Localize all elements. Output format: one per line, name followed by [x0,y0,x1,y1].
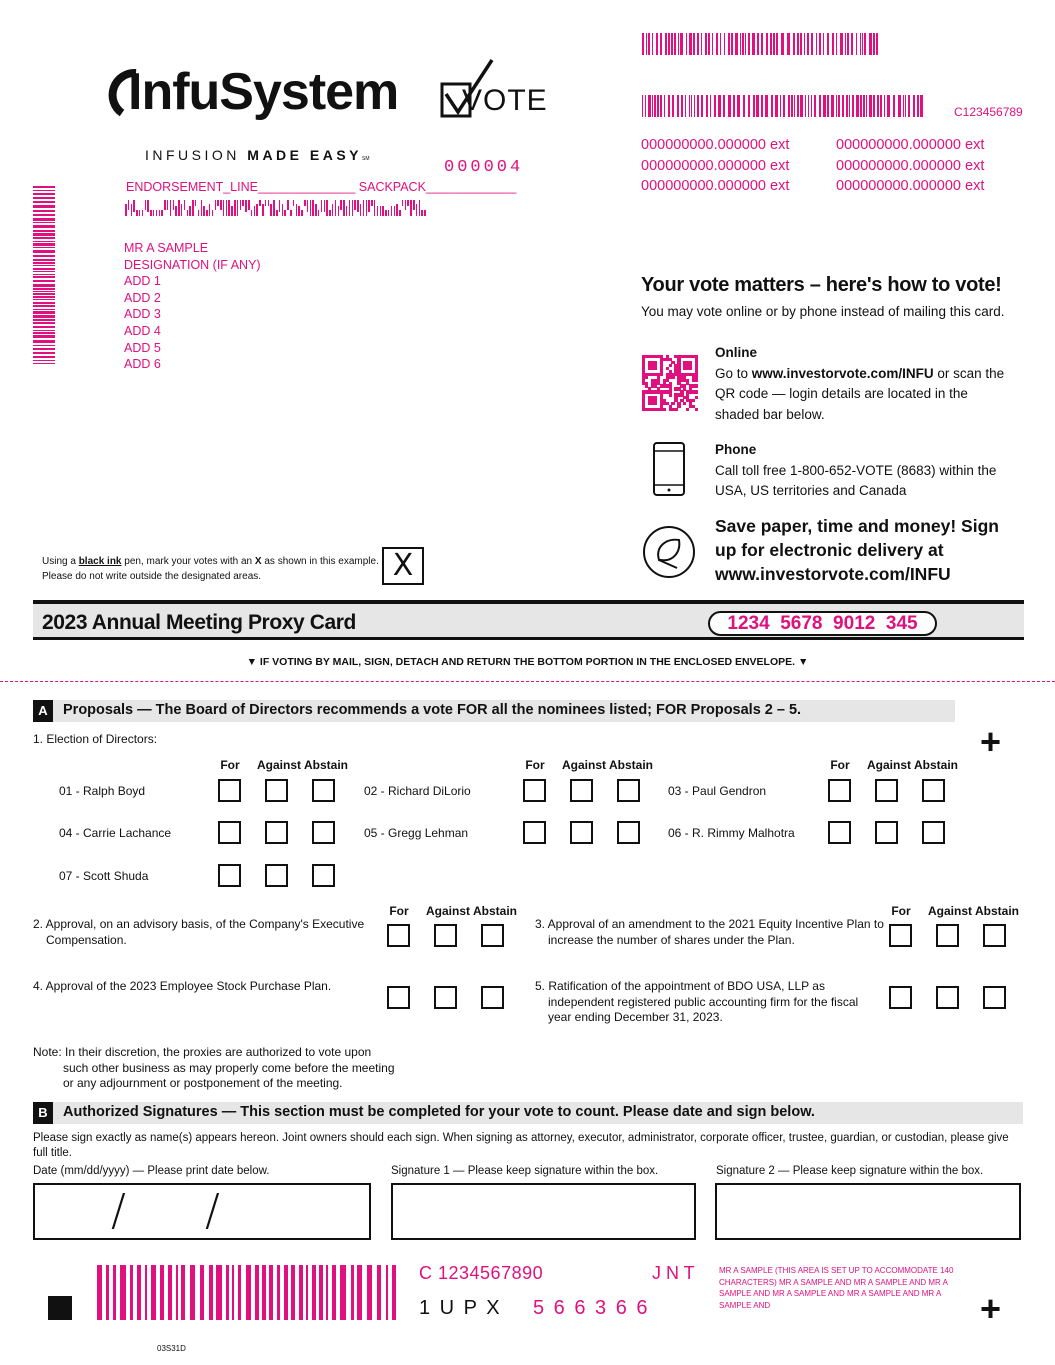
nominee-2-against-checkbox[interactable] [570,779,593,802]
election-label: 1. Election of Directors: [33,732,158,746]
column-header-abstain: Abstain [914,758,959,772]
date-label: Date (mm/dd/yyyy) — Please print date below. [33,1165,270,1177]
footer-sample-text: MR A SAMPLE (THIS AREA IS SET UP TO ACCOMMODATE 140 CHARACTERS) MR A SAMPLE AND MR A SAMPLE AND MR A SAMPLE AND MR A SAMPLE AND MR A SAMPLE AND MR A SAMPLE AND [719,1266,954,1310]
column-header-abstain: Abstain [975,904,1020,918]
nominee-7-for-checkbox[interactable] [218,864,241,887]
ext-lines-left: 000000000.000000 ext 000000000.000000 ext 000000000.000000 ext [641,137,790,194]
nominee-label: 04 - Carrie Lachance [59,826,172,840]
nominee-7-against-checkbox[interactable] [265,864,288,887]
nominee-5-abstain-checkbox[interactable] [617,821,640,844]
nominee-5-against-checkbox[interactable] [570,821,593,844]
vote-matters-subtitle: You may vote online or by phone instead of mailing this card. [641,304,1005,319]
plus-mark-bottom: + [980,1288,1002,1329]
sequence-number: 000004 [444,158,524,177]
proposal-5: 5. Ratification of the appointment of BDO USA, LLP as independent registered public accounting firm for the fiscal year ending December 31, 2023. [535,979,859,1024]
footer-number: 5 6 6 3 6 6 [533,1297,650,1319]
card-title: 2023 Annual Meeting Proxy Card [42,611,356,634]
leaf-icon [641,524,697,580]
column-header-for: For [525,758,545,772]
ink-instructions: Using a black ink pen, mark your votes with an X as shown in this example. Please do not write outside the designated areas. [42,556,379,582]
postal-barcode [125,200,427,216]
vote-logo: VOTE [440,58,540,120]
footer-control-code: C 1234567890 [419,1263,544,1283]
proposal-2-against-checkbox[interactable] [434,924,457,947]
proposal-5-abstain-checkbox[interactable] [983,986,1006,1009]
nominee-4-against-checkbox[interactable] [265,821,288,844]
proposal-3-abstain-checkbox[interactable] [983,924,1006,947]
proposal-4-against-checkbox[interactable] [434,986,457,1009]
footer-barcode [97,1265,399,1320]
nominee-6-abstain-checkbox[interactable] [922,821,945,844]
barcode-top [642,33,880,55]
column-header-against: Against [867,758,912,772]
detach-note: ▼ IF VOTING BY MAIL, SIGN, DETACH AND RETURN THE BOTTOM PORTION IN THE ENCLOSED ENVELOPE. ▼ [246,656,809,668]
online-section: Online Go to www.investorvote.com/INFU or scan the QR code — login details are located in the shaded bar below. [715,345,1005,422]
nominee-4-abstain-checkbox[interactable] [312,821,335,844]
plus-mark-top: + [980,721,1002,762]
footer-jnt: J N T [652,1263,695,1283]
footer-upx: 1 U P X [419,1297,502,1319]
save-paper-text: Save paper, time and money! Sign up for electronic delivery at www.investorvote.com/INFU [715,516,999,584]
proposal-4-abstain-checkbox[interactable] [481,986,504,1009]
online-vote-link[interactable]: www.investorvote.com/INFU [751,365,934,381]
ext-lines-right: 000000000.000000 ext 000000000.000000 ext 000000000.000000 ext [836,137,985,194]
nominee-1-abstain-checkbox[interactable] [312,779,335,802]
nominee-label: 05 - Gregg Lehman [364,826,469,840]
logo-text: InfuSystem [128,63,399,121]
column-header-for: For [389,904,409,918]
nominee-label: 01 - Ralph Boyd [59,784,146,798]
signature-2-box[interactable] [715,1183,1021,1240]
proposal-2: 2. Approval, on an advisory basis, of the Company's Executive Compensation. [33,917,365,947]
form-code: 03S31D [157,1344,186,1353]
nominee-6-against-checkbox[interactable] [875,821,898,844]
discretion-note: Note: In their discretion, the proxies are authorized to vote upon such other business as may properly come before the meeting or any adjournment or postponement of the meeting. [33,1045,395,1090]
proposal-2-abstain-checkbox[interactable] [481,924,504,947]
nominee-3-for-checkbox[interactable] [828,779,851,802]
proposal-3-for-checkbox[interactable] [889,924,912,947]
nominee-6-for-checkbox[interactable] [828,821,851,844]
proposal-5-for-checkbox[interactable] [889,986,912,1009]
signature-1-box[interactable] [391,1183,696,1240]
endorsement-line: ENDORSEMENT_LINE______________ SACKPACK_____________ [126,180,517,194]
alignment-square [48,1296,72,1320]
column-header-abstain: Abstain [304,758,349,772]
signature-2-label: Signature 2 — Please keep signature within the box. [716,1165,984,1177]
nominee-5-for-checkbox[interactable] [523,821,546,844]
column-header-for: For [830,758,850,772]
column-header-against: Against [426,904,471,918]
nominee-label: 03 - Paul Gendron [668,784,767,798]
control-number: C123456789 [954,105,1023,119]
nominee-2-abstain-checkbox[interactable] [617,779,640,802]
access-code: 1234 5678 9012 345 [708,611,937,636]
nominee-3-against-checkbox[interactable] [875,779,898,802]
qr-code-icon [642,355,698,411]
column-header-for: For [891,904,911,918]
barcode-control [642,95,925,117]
proposal-2-for-checkbox[interactable] [387,924,410,947]
phone-section: Phone Call toll free 1-800-652-VOTE (8683) within the USA, US territories and Canada [715,442,997,498]
column-header-against: Against [257,758,302,772]
nominee-7-abstain-checkbox[interactable] [312,864,335,887]
column-header-abstain: Abstain [609,758,654,772]
nominee-label: 02 - Richard DiLorio [364,784,471,798]
nominee-label: 07 - Scott Shuda [59,869,149,883]
example-mark-box: X [382,547,424,585]
vote-matters-title: Your vote matters – here's how to vote! [641,274,1002,296]
date-input-box[interactable]: / / [33,1183,371,1240]
nominee-4-for-checkbox[interactable] [218,821,241,844]
column-header-abstain: Abstain [473,904,518,918]
signature-1-label: Signature 1 — Please keep signature within the box. [391,1165,659,1177]
column-header-against: Against [928,904,973,918]
column-header-for: For [220,758,240,772]
proposal-3: 3. Approval of an amendment to the 2021 Equity Incentive Plan to increase the number of shares under the Plan. [535,917,884,947]
nominee-1-for-checkbox[interactable] [218,779,241,802]
card-title-bar [33,600,1024,640]
column-header-against: Against [562,758,607,772]
detach-line [0,681,1055,682]
nominee-2-for-checkbox[interactable] [523,779,546,802]
vertical-barcode [33,186,55,366]
nominee-3-abstain-checkbox[interactable] [922,779,945,802]
nominee-label: 06 - R. Rimmy Malhotra [668,826,795,840]
signature-instructions: Please sign exactly as name(s) appears hereon. Joint owners should each sign. When signing as attorney, executor, administrator, corporate officer, trustee, guardian, or custodian, please give full title. [33,1132,1009,1159]
address-block: MR A SAMPLE DESIGNATION (IF ANY) ADD 1 ADD 2 ADD 3 ADD 4 ADD 5 ADD 6 [124,241,261,372]
proposal-5-against-checkbox[interactable] [936,986,959,1009]
proposal-3-against-checkbox[interactable] [936,924,959,947]
phone-icon [652,441,686,497]
section-b-header: B Authorized Signatures — This section must be completed for your vote to count. Please date and sign below. [33,1102,1023,1124]
proposal-4-for-checkbox[interactable] [387,986,410,1009]
nominee-1-against-checkbox[interactable] [265,779,288,802]
section-a-header: A Proposals — The Board of Directors recommends a vote FOR all the nominees listed; FOR Proposals 2 – 5. [33,700,955,722]
proposal-4: 4. Approval of the 2023 Employee Stock Purchase Plan. [33,979,332,993]
tagline: INFUSION MADE EASYSM [145,147,370,163]
